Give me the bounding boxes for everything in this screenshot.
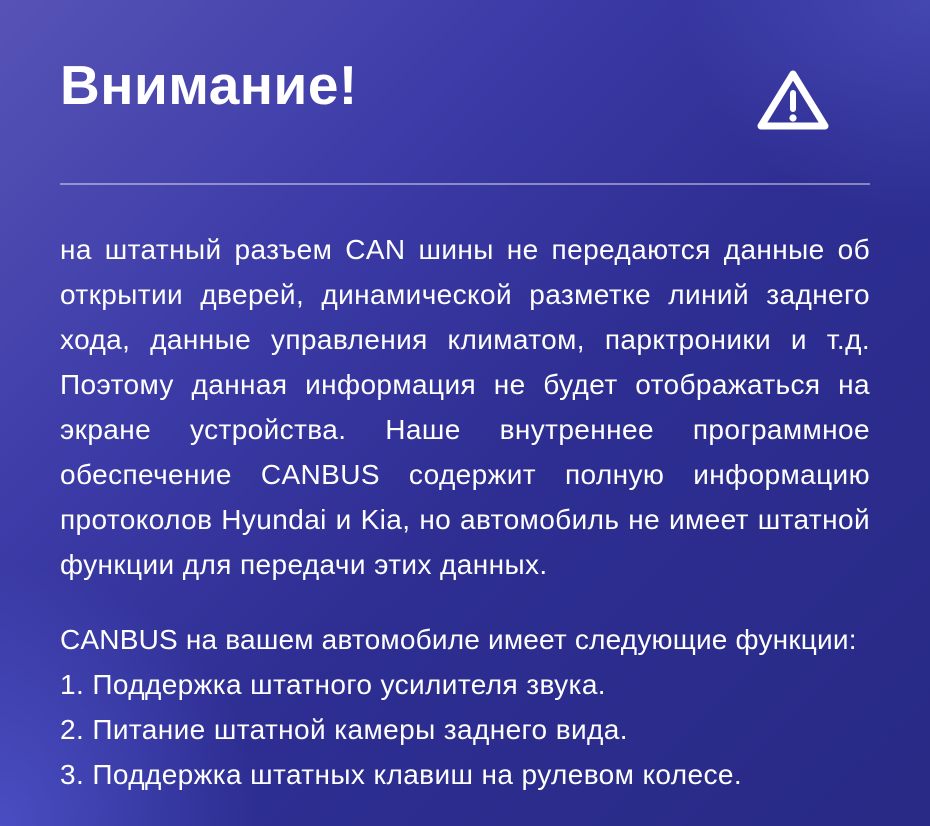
divider: [60, 183, 870, 185]
notice-header: [60, 54, 870, 139]
list-intro: CANBUS на вашем автомобиле имеет следующие функции:: [60, 624, 857, 655]
list-item: 3. Поддержка штатных клавиш на рулевом колесе.: [60, 759, 743, 790]
list-item: 1. Поддержка штатного усилителя звука.: [60, 669, 606, 700]
page-title: Внимание!: [60, 54, 358, 116]
feature-list: [60, 662, 870, 797]
warning-triangle-icon: [756, 68, 830, 139]
body-paragraph: на штатный разъем CAN шины не передаются данные об открытии дверей, динамической разметке линий заднего хода, данные управления климатом, парктроники и т.д. Поэтому данная информация не будет отображаться на экране устройства. Наше внутреннее программное обеспечение CANBUS содержит полную информацию протоколов Hyundai и Kia, но автомобиль не имеет штатной функции для передачи этих данных.: [60, 234, 870, 580]
list-item: 2. Питание штатной камеры заднего вида.: [60, 714, 628, 745]
